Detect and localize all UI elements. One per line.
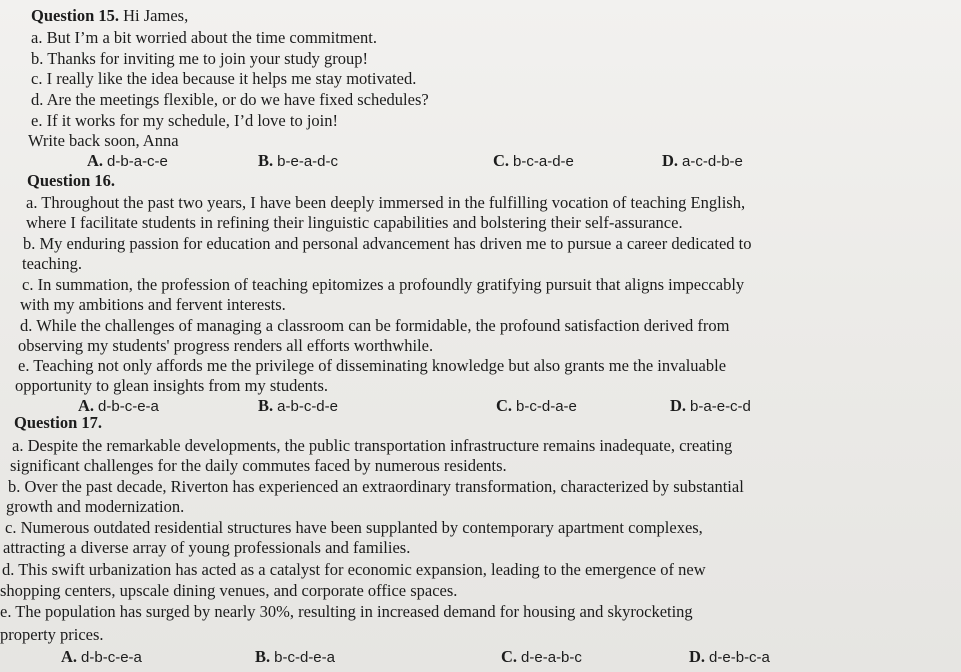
question-16-option-b[interactable]	[258, 396, 338, 417]
option-label: C.	[493, 151, 510, 170]
option-value: b-a-e-c-d	[690, 398, 751, 415]
question-16-line: a. Throughout the past two years, I have been deeply immersed in the fulfilling vocation of teaching English,	[26, 193, 746, 212]
question-16-line: d. While the challenges of managing a classroom can be formidable, the profound satisfaction derived from	[20, 316, 730, 335]
question-15-item-e: e. If it works for my schedule, I’d love to join!	[31, 111, 339, 130]
question-16-line: where I facilitate students in refining their linguistic capabilities and bolstering their self-assurance.	[26, 213, 683, 232]
question-17-line: c. Numerous outdated residential structures have been supplanted by contemporary apartment complexes,	[5, 518, 703, 537]
question-15-header	[31, 6, 188, 26]
option-value: b-c-d-e-a	[274, 649, 335, 666]
question-15-option-d[interactable]	[662, 151, 743, 172]
question-16-line: teaching.	[22, 254, 83, 273]
option-label: D.	[689, 647, 706, 666]
option-label: A.	[61, 647, 78, 666]
question-16-title: Question 16.	[27, 171, 116, 190]
option-value: d-b-a-c-e	[107, 153, 168, 170]
question-16-option-d[interactable]	[670, 396, 751, 417]
question-17-line: a. Despite the remarkable developments, the public transportation infrastructure remains inadequate, creating	[12, 436, 733, 455]
option-label: A.	[87, 151, 104, 170]
question-15-option-c[interactable]	[493, 151, 574, 172]
question-17-line: significant challenges for the daily commutes faced by numerous residents.	[10, 456, 507, 475]
option-value: a-c-d-b-e	[682, 153, 743, 170]
question-17-title: Question 17.	[14, 413, 103, 432]
option-value: d-b-c-e-a	[81, 649, 142, 666]
question-17-line: attracting a diverse array of young professionals and families.	[3, 538, 411, 557]
question-17-line: d. This swift urbanization has acted as a catalyst for economic expansion, leading to the emergence of new	[2, 560, 706, 579]
option-label: B.	[258, 151, 274, 170]
question-16-line: observing my students' progress renders all efforts worthwhile.	[18, 336, 434, 355]
option-label: B.	[255, 647, 271, 666]
question-17-option-c[interactable]	[501, 647, 582, 668]
option-label: D.	[670, 396, 687, 415]
question-16-line: with my ambitions and fervent interests.	[20, 295, 286, 314]
option-label: A.	[78, 396, 95, 415]
question-17-line: property prices.	[0, 625, 104, 644]
option-label: D.	[662, 151, 679, 170]
option-label: C.	[501, 647, 518, 666]
question-15-option-a[interactable]	[87, 151, 168, 172]
option-value: d-e-a-b-c	[521, 649, 582, 666]
option-value: b-c-d-a-e	[516, 398, 577, 415]
question-15-item-c: c. I really like the idea because it helps me stay motivated.	[31, 69, 417, 88]
question-15-item-b: b. Thanks for inviting me to join your study group!	[31, 49, 369, 68]
option-label: C.	[496, 396, 513, 415]
question-15-item-a: a. But I’m a bit worried about the time commitment.	[31, 28, 377, 47]
question-16-line: b. My enduring passion for education and personal advancement has driven me to pursue a career dedicated to	[23, 234, 752, 253]
question-17-option-a[interactable]	[61, 647, 142, 668]
question-15-item-d: d. Are the meetings flexible, or do we have fixed schedules?	[31, 90, 429, 109]
option-value: b-c-a-d-e	[513, 153, 574, 170]
question-17-line: b. Over the past decade, Riverton has experienced an extraordinary transformation, characterized by substantial	[8, 477, 744, 496]
question-15-signoff: Write back soon, Anna	[28, 131, 179, 150]
question-17-option-b[interactable]	[255, 647, 335, 668]
question-15-option-b[interactable]	[258, 151, 338, 172]
question-15-title: Question 15.	[31, 6, 120, 25]
option-value: d-e-b-c-a	[709, 649, 770, 666]
question-15-greeting: Hi James,	[123, 6, 189, 25]
option-value: d-b-c-e-a	[98, 398, 159, 415]
question-17-line: growth and modernization.	[6, 497, 185, 516]
option-label: B.	[258, 396, 274, 415]
option-value: a-b-c-d-e	[277, 398, 338, 415]
question-16-option-c[interactable]	[496, 396, 577, 417]
question-17-line: shopping centers, upscale dining venues, and corporate office spaces.	[0, 581, 458, 600]
question-16-line: opportunity to glean insights from my students.	[15, 376, 329, 395]
option-value: b-e-a-d-c	[277, 153, 338, 170]
question-17-line: e. The population has surged by nearly 30%, resulting in increased demand for housing and skyrocketing	[0, 602, 693, 621]
question-16-line: c. In summation, the profession of teaching epitomizes a profoundly gratifying pursuit that aligns impeccably	[22, 275, 745, 294]
question-16-line: e. Teaching not only affords me the privilege of disseminating knowledge but also grants me the invaluable	[18, 356, 727, 375]
question-17-option-d[interactable]	[689, 647, 770, 668]
